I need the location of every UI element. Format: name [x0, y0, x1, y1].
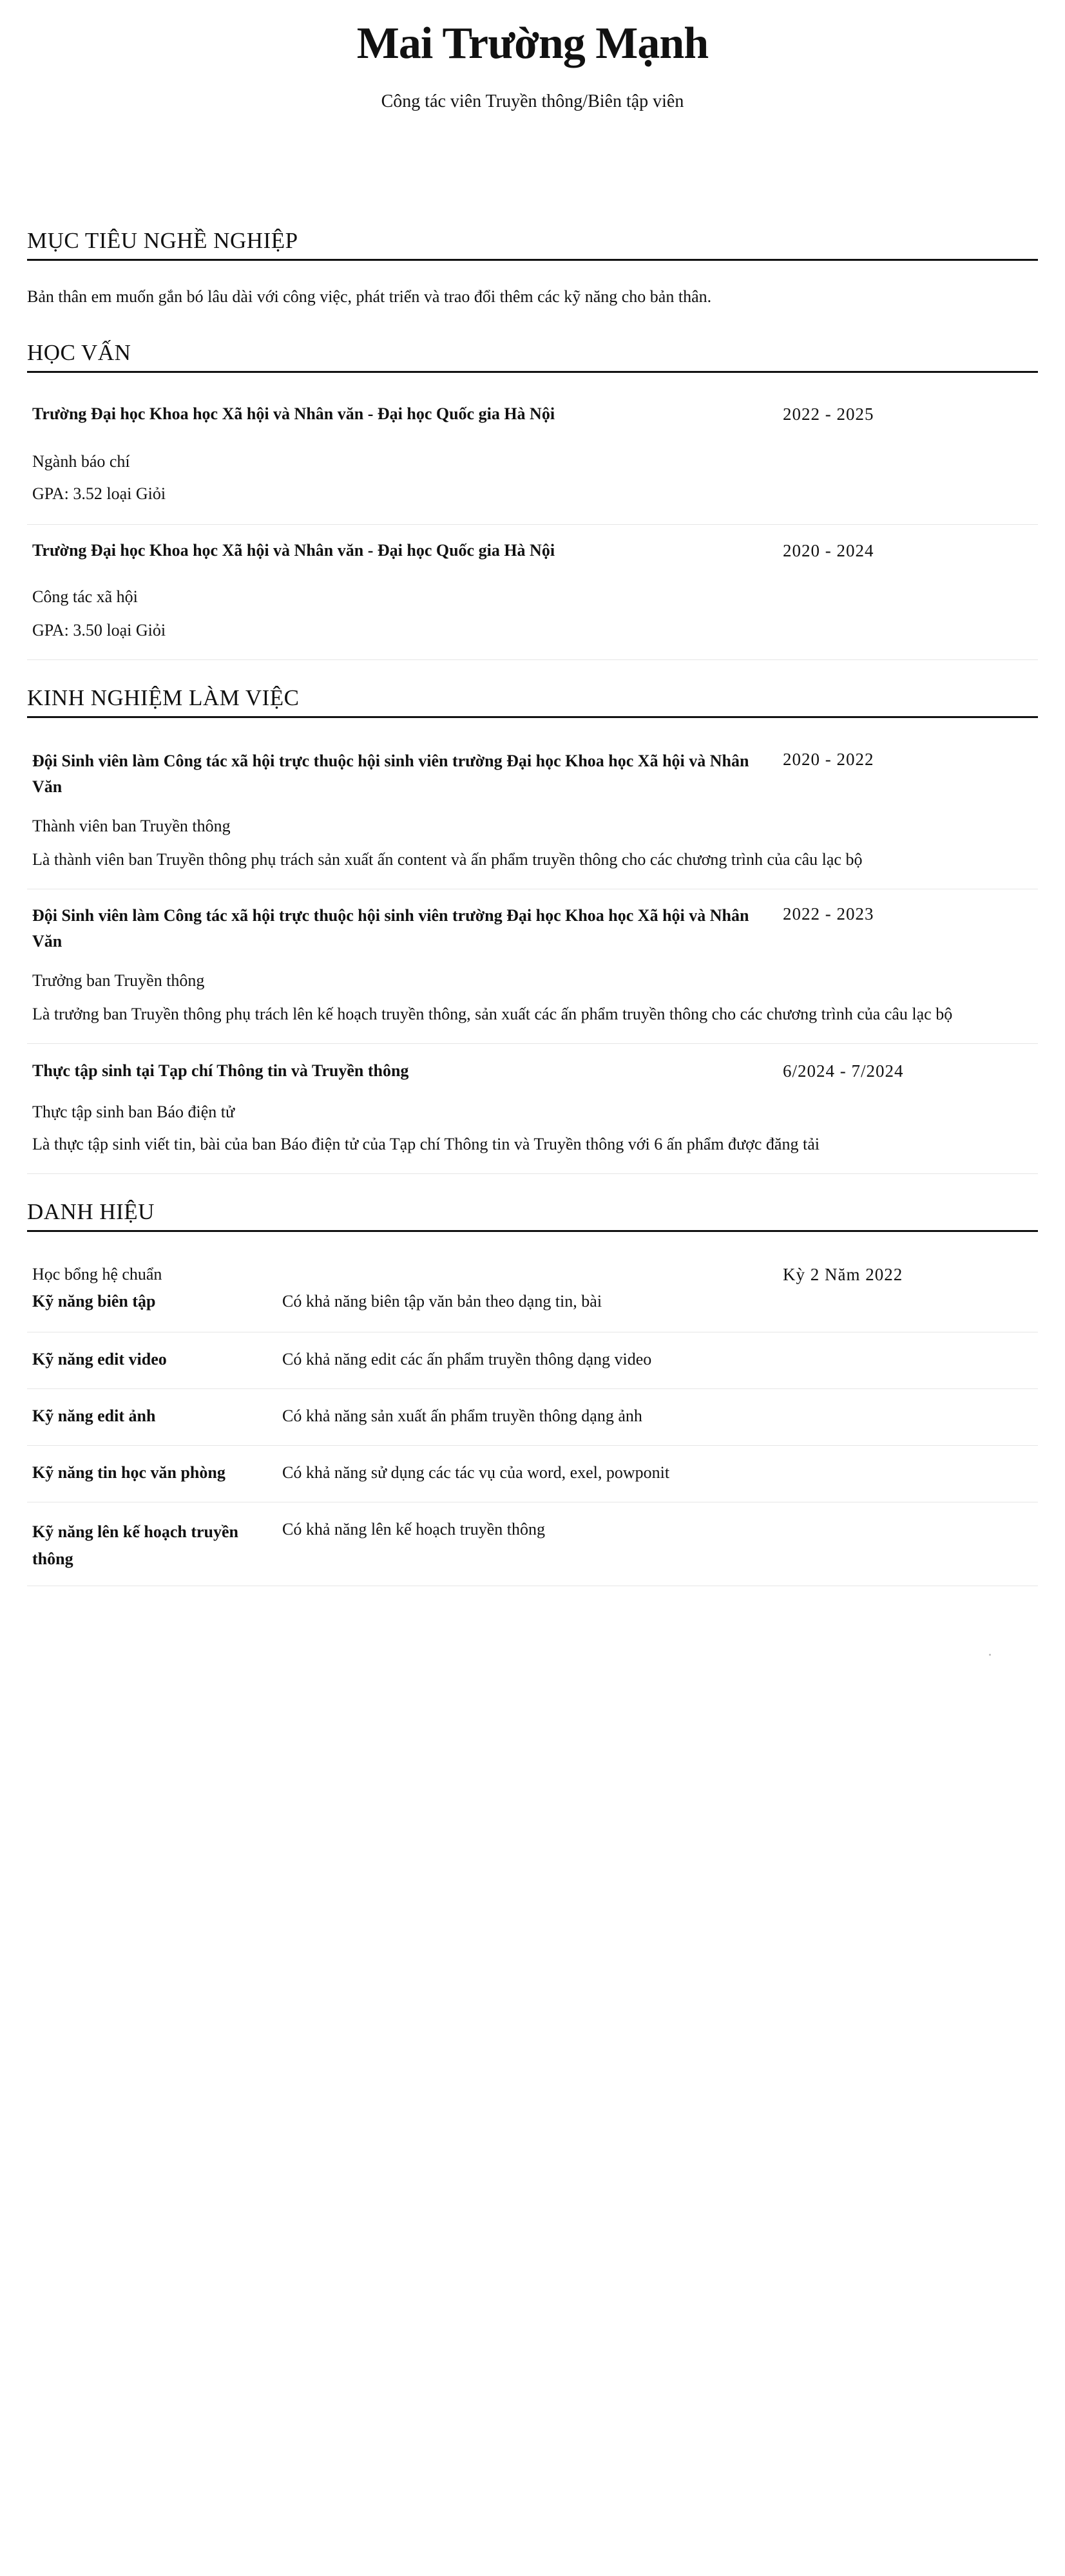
skill-name: Kỹ năng tin học văn phòng [32, 1463, 225, 1482]
experience-org: Thực tập sinh tại Tạp chí Thông tin và Truyền thông [32, 1061, 409, 1080]
divider [27, 659, 1038, 660]
skill-desc: Có khả năng sử dụng các tác vụ của word, exel, powponit [282, 1463, 670, 1482]
experience-heading: KINH NGHIỆM LÀM VIỆC [27, 684, 1038, 718]
divider [27, 1043, 1038, 1044]
experience-role: Thực tập sinh ban Báo điện tử [32, 1103, 235, 1121]
candidate-name: Mai Trường Mạnh [356, 19, 709, 68]
skill-desc: Có khả năng sản xuất ấn phẩm truyền thông dạng ảnh [282, 1406, 642, 1425]
skill-name: Kỹ năng lên kế hoạch truyền thông [32, 1522, 238, 1568]
experience-date: 2022 - 2023 [783, 904, 874, 923]
objective-text: Bản thân em muốn gắn bó lâu dài với công việc, phát triển và trao đổi thêm các kỹ năng cho bản thân. [27, 287, 712, 306]
awards-heading: DANH HIỆU [27, 1198, 1038, 1232]
education-school: Trường Đại học Khoa học Xã hội và Nhân văn - Đại học Quốc gia Hà Nội [32, 404, 555, 423]
candidate-title: Công tác viên Truyền thông/Biên tập viên [381, 91, 684, 111]
experience-date: 2020 - 2022 [783, 750, 874, 769]
experience-org: Đội Sinh viên làm Công tác xã hội trực thuộc hội sinh viên trường Đại học Khoa học Xã hội và Nhân Văn [32, 752, 749, 796]
skill-name: Kỹ năng edit ảnh [32, 1406, 156, 1425]
skill-desc: Có khả năng edit các ấn phẩm truyền thông dạng video [282, 1350, 652, 1368]
education-date: 2022 - 2025 [783, 404, 874, 424]
skill-desc: Có khả năng lên kế hoạch truyền thông [282, 1520, 545, 1539]
experience-desc: Là trưởng ban Truyền thông phụ trách lên kế hoạch truyền thông, sản xuất các ấn phẩm truyền thông cho các chương trình của câu lạc bộ [32, 1005, 953, 1023]
education-heading: HỌC VẤN [27, 339, 1038, 373]
objective-heading: MỤC TIÊU NGHỀ NGHIỆP [27, 227, 1038, 261]
education-gpa: GPA: 3.50 loại Giỏi [32, 621, 166, 639]
experience-date: 6/2024 - 7/2024 [783, 1061, 904, 1081]
stray-dot [989, 1654, 991, 1656]
award-name: Học bổng hệ chuẩn [32, 1265, 162, 1283]
divider [27, 1445, 1038, 1446]
skill-desc: Có khả năng biên tập văn bản theo dạng tin, bài [282, 1292, 602, 1311]
experience-org: Đội Sinh viên làm Công tác xã hội trực thuộc hội sinh viên trường Đại học Khoa học Xã hội và Nhân Văn [32, 906, 749, 951]
experience-desc: Là thành viên ban Truyền thông phụ trách sản xuất ấn content và ấn phẩm truyền thông cho các chương trình của câu lạc bộ [32, 850, 863, 869]
experience-desc: Là thực tập sinh viết tin, bài của ban Báo điện tử của Tạp chí Thông tin và Truyền thông với 6 ấn phẩm được đăng tải [32, 1135, 820, 1153]
experience-role: Thành viên ban Truyền thông [32, 817, 231, 835]
education-school: Trường Đại học Khoa học Xã hội và Nhân văn - Đại học Quốc gia Hà Nội [32, 541, 555, 560]
education-major: Ngành báo chí [32, 452, 130, 471]
experience-role: Trưởng ban Truyền thông [32, 971, 205, 990]
education-date: 2020 - 2024 [783, 541, 874, 560]
education-gpa: GPA: 3.52 loại Giỏi [32, 484, 166, 503]
divider [27, 1388, 1038, 1389]
divider [27, 524, 1038, 525]
skill-name: Kỹ năng edit video [32, 1350, 167, 1368]
education-major: Công tác xã hội [32, 587, 138, 606]
skill-name: Kỹ năng biên tập [32, 1292, 156, 1311]
award-date: Kỳ 2 Năm 2022 [783, 1265, 903, 1284]
divider [27, 1173, 1038, 1174]
